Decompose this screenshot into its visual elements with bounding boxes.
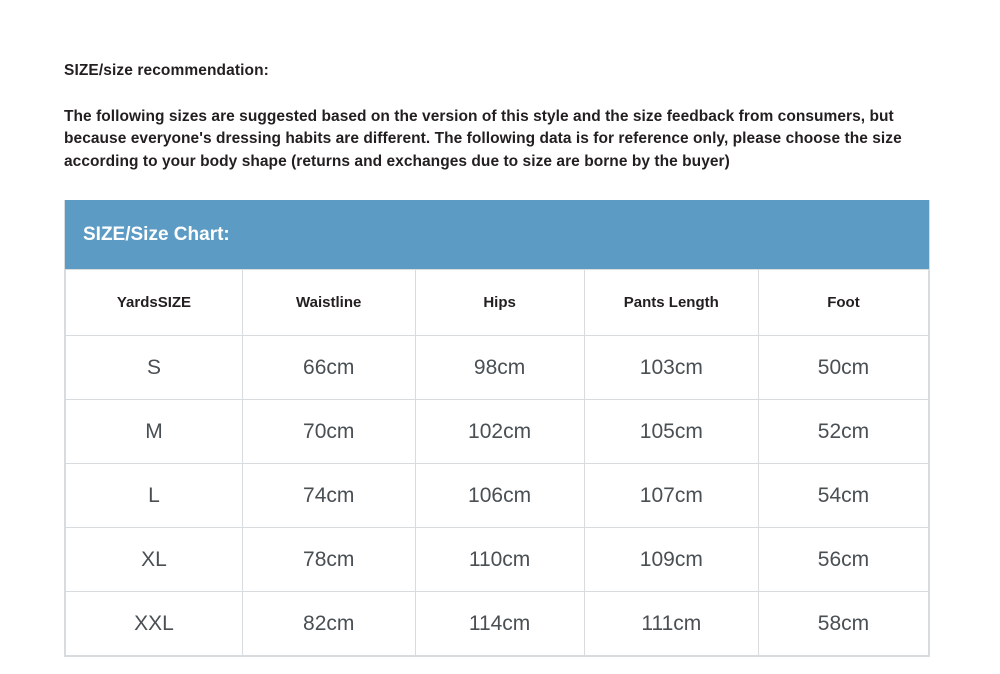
table-row xyxy=(66,592,929,656)
column-header-foot: Foot xyxy=(758,270,928,336)
page-title: SIZE/size recommendation: xyxy=(64,62,269,79)
size-table xyxy=(65,269,929,656)
cell-size: L xyxy=(66,464,243,528)
cell-waistline: 78cm xyxy=(242,528,415,592)
cell-size: M xyxy=(66,400,243,464)
cell-hips: 102cm xyxy=(415,400,584,464)
column-header-waistline: Waistline xyxy=(242,270,415,336)
cell-waistline: 66cm xyxy=(242,336,415,400)
cell-foot: 58cm xyxy=(758,592,928,656)
table-row xyxy=(66,336,929,400)
column-header-pants-length: Pants Length xyxy=(584,270,758,336)
cell-hips: 98cm xyxy=(415,336,584,400)
table-row xyxy=(66,528,929,592)
size-chart xyxy=(64,200,930,657)
cell-pants-length: 105cm xyxy=(584,400,758,464)
cell-hips: 106cm xyxy=(415,464,584,528)
cell-hips: 110cm xyxy=(415,528,584,592)
cell-size: S xyxy=(66,336,243,400)
cell-foot: 56cm xyxy=(758,528,928,592)
table-header-row xyxy=(66,270,929,336)
cell-waistline: 70cm xyxy=(242,400,415,464)
cell-waistline: 82cm xyxy=(242,592,415,656)
cell-foot: 54cm xyxy=(758,464,928,528)
size-chart-header: SIZE/Size Chart: xyxy=(65,200,929,269)
cell-pants-length: 111cm xyxy=(584,592,758,656)
cell-pants-length: 103cm xyxy=(584,336,758,400)
cell-hips: 114cm xyxy=(415,592,584,656)
cell-pants-length: 107cm xyxy=(584,464,758,528)
cell-size: XXL xyxy=(66,592,243,656)
cell-waistline: 74cm xyxy=(242,464,415,528)
cell-foot: 52cm xyxy=(758,400,928,464)
cell-pants-length: 109cm xyxy=(584,528,758,592)
table-row xyxy=(66,464,929,528)
cell-foot: 50cm xyxy=(758,336,928,400)
column-header-yards-size: YardsSIZE xyxy=(66,270,243,336)
column-header-hips: Hips xyxy=(415,270,584,336)
cell-size: XL xyxy=(66,528,243,592)
table-row xyxy=(66,400,929,464)
intro-paragraph: The following sizes are suggested based on the version of this style and the size feedback from consumers, but because everyone's dressing habits are different. The following data is for reference only, please choose the size according to your body shape (returns and exchanges due to size are borne by the buyer) xyxy=(64,108,902,170)
